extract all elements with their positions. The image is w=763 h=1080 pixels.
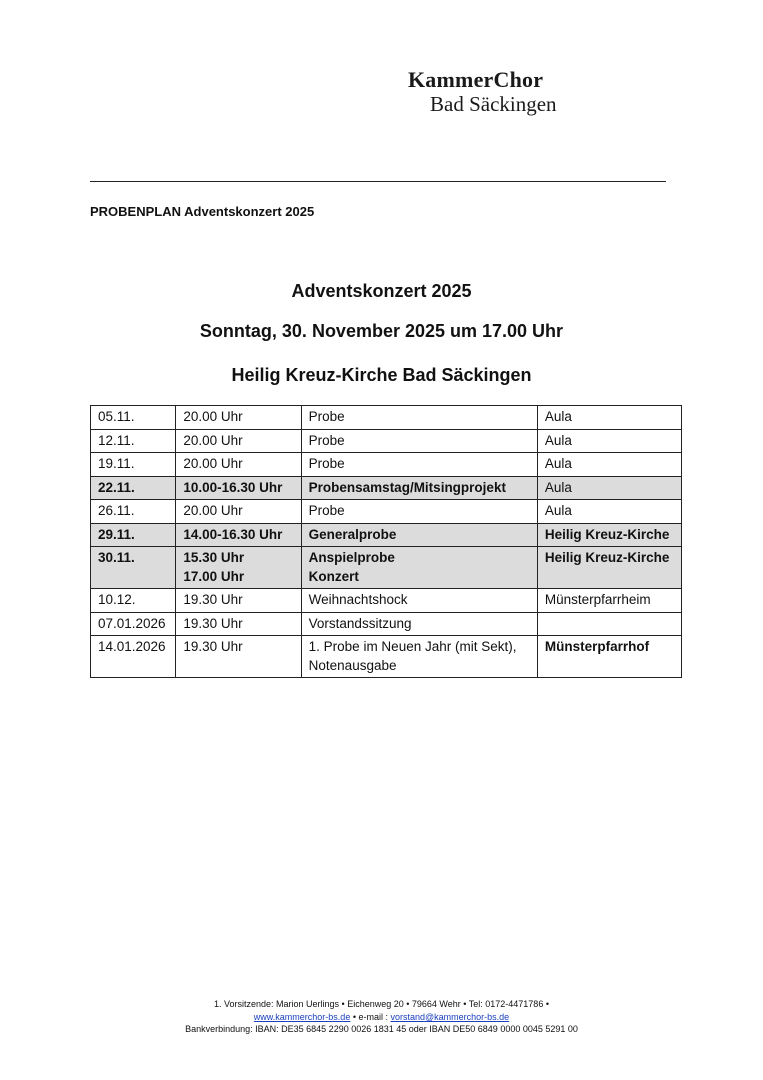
cell-date <box>91 500 176 524</box>
cell-time <box>176 476 301 500</box>
cell-time <box>176 612 301 636</box>
cell-date-line: 07.01.2026 <box>98 615 166 631</box>
cell-place <box>537 453 681 477</box>
header-rule <box>90 181 666 182</box>
cell-place <box>537 406 681 430</box>
cell-date <box>91 429 176 453</box>
cell-place-line: Aula <box>544 432 572 448</box>
cell-place <box>537 612 681 636</box>
cell-time <box>176 547 301 589</box>
table-row <box>91 429 682 453</box>
cell-place <box>537 476 681 500</box>
cell-event-line: Probensamstag/Mitsingprojekt <box>308 479 506 495</box>
cell-place-line: Aula <box>544 479 572 495</box>
cell-event-line: Notenausgabe <box>308 657 397 673</box>
cell-event <box>301 612 537 636</box>
email-link[interactable]: vorstand@kammerchor-bs.de <box>390 1012 510 1022</box>
table-row <box>91 406 682 430</box>
choir-logo <box>408 68 688 116</box>
cell-event <box>301 453 537 477</box>
cell-place <box>537 547 681 589</box>
cell-date-line: 19.11. <box>98 456 135 471</box>
table-row <box>91 636 682 678</box>
cell-time-line: 17.00 Uhr <box>183 568 245 584</box>
document-label: PROBENPLAN Adventskonzert 2025 <box>90 204 315 219</box>
cell-time-line: 15.30 Uhr <box>183 550 245 565</box>
table-row <box>91 523 682 547</box>
website-link[interactable]: www.kammerchor-bs.de <box>253 1012 351 1022</box>
table-row <box>91 589 682 613</box>
cell-date <box>91 612 176 636</box>
cell-date <box>91 547 176 589</box>
table-row <box>91 612 682 636</box>
cell-event <box>301 406 537 430</box>
cell-event-line: Probe <box>308 409 345 424</box>
table-row <box>91 547 682 589</box>
cell-place-line: Heilig Kreuz-Kirche <box>544 526 670 542</box>
cell-date-line: 22.11. <box>98 479 135 495</box>
cell-time-line: 20.00 Uhr <box>183 456 243 471</box>
cell-time-line: 19.30 Uhr <box>183 639 243 654</box>
table-row <box>91 500 682 524</box>
cell-event-line: Vorstandssitzung <box>308 615 412 631</box>
cell-event-line: Probe <box>308 456 345 471</box>
cell-date <box>91 453 176 477</box>
cell-time-line: 20.00 Uhr <box>183 503 243 518</box>
table-row <box>91 476 682 500</box>
cell-event-line: Weihnachtshock <box>308 592 408 607</box>
cell-time <box>176 453 301 477</box>
cell-event <box>301 636 537 678</box>
cell-date <box>91 589 176 613</box>
cell-date-line: 26.11. <box>98 503 135 518</box>
logo-line-2: Bad Säckingen <box>430 92 557 116</box>
cell-event <box>301 476 537 500</box>
concert-venue: Heilig Kreuz-Kirche Bad Säckingen <box>231 365 532 385</box>
cell-date-line: 29.11. <box>98 526 135 542</box>
concert-date: Sonntag, 30. November 2025 um 17.00 Uhr <box>199 321 564 341</box>
cell-time-line: 19.30 Uhr <box>183 592 243 607</box>
rehearsal-schedule-table <box>90 405 682 678</box>
cell-event-line: Generalprobe <box>308 526 397 542</box>
cell-event <box>301 589 537 613</box>
cell-place-line: Aula <box>544 456 572 471</box>
cell-time <box>176 406 301 430</box>
email-label: • e-mail : <box>350 1012 391 1022</box>
cell-time-line: 20.00 Uhr <box>183 432 243 448</box>
concert-title: Adventskonzert 2025 <box>291 281 472 301</box>
cell-event-line: 1. Probe im Neuen Jahr (mit Sekt), <box>308 639 517 654</box>
cell-date-line: 14.01.2026 <box>98 639 166 654</box>
cell-time <box>176 523 301 547</box>
cell-event <box>301 523 537 547</box>
cell-place-line: Heilig Kreuz-Kirche <box>544 550 670 565</box>
cell-place <box>537 429 681 453</box>
schedule-body <box>91 406 682 678</box>
cell-place <box>537 636 681 678</box>
footer-bank: Bankverbindung: IBAN: DE35 6845 2290 0026 1831 45 oder IBAN DE50 6849 0000 0045 5291 00 <box>185 1024 578 1034</box>
cell-date <box>91 636 176 678</box>
cell-place-line: Münsterpfarrheim <box>544 592 651 607</box>
cell-date <box>91 476 176 500</box>
cell-time <box>176 500 301 524</box>
cell-date-line: 10.12. <box>98 592 136 607</box>
cell-event-line: Konzert <box>308 568 359 584</box>
cell-place-line: Aula <box>544 409 572 424</box>
cell-event <box>301 429 537 453</box>
cell-time-line: 10.00-16.30 Uhr <box>183 479 283 495</box>
cell-place-line: Münsterpfarrhof <box>544 639 650 654</box>
cell-event-line: Probe <box>308 503 345 518</box>
cell-time-line: 19.30 Uhr <box>183 615 243 631</box>
cell-place <box>537 589 681 613</box>
cell-time <box>176 429 301 453</box>
cell-event-line: Probe <box>308 432 345 448</box>
cell-event <box>301 547 537 589</box>
cell-date-line: 12.11. <box>98 432 135 448</box>
logo-line-1: KammerChor <box>408 67 544 92</box>
cell-time <box>176 636 301 678</box>
cell-place <box>537 500 681 524</box>
cell-event <box>301 500 537 524</box>
cell-date-line: 05.11. <box>98 409 135 424</box>
cell-event-line: Anspielprobe <box>308 550 395 565</box>
cell-time <box>176 589 301 613</box>
cell-date <box>91 406 176 430</box>
cell-date-line: 30.11. <box>98 550 135 565</box>
cell-date <box>91 523 176 547</box>
cell-time-line: 20.00 Uhr <box>183 409 243 424</box>
cell-place <box>537 523 681 547</box>
table-row <box>91 453 682 477</box>
cell-place-line: Aula <box>544 503 572 518</box>
footer-contact: 1. Vorsitzende: Marion Uerlings • Eichenweg 20 • 79664 Wehr • Tel: 0172-4471786 • <box>214 999 549 1009</box>
cell-time-line: 14.00-16.30 Uhr <box>183 526 283 542</box>
